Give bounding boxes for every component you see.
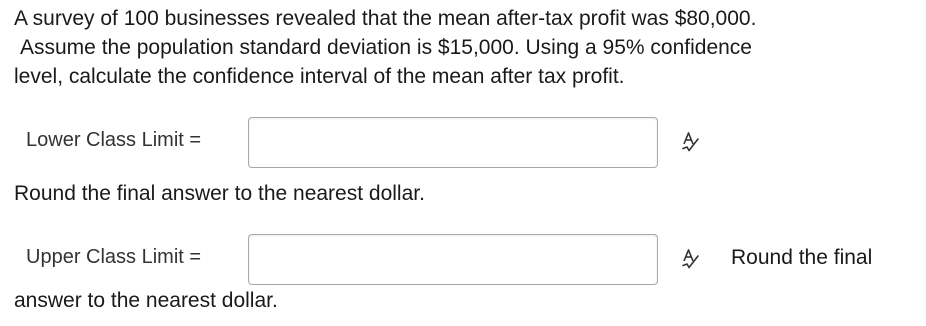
- question-line-2: Assume the population standard deviation is $15,000. Using a 95% confidence: [20, 36, 752, 59]
- math-format-icon[interactable]: [679, 130, 703, 154]
- upper-limit-input[interactable]: [248, 234, 658, 285]
- upper-limit-hint-part-1: Round the final: [731, 246, 873, 269]
- question-text: [14, 4, 914, 91]
- math-format-icon[interactable]: [679, 247, 703, 271]
- upper-limit-hint-part-2: answer to the nearest dollar.: [14, 289, 278, 312]
- upper-limit-label: Upper Class Limit =: [26, 246, 202, 268]
- lower-limit-input[interactable]: [248, 117, 658, 168]
- math-format-icon-glyph: [679, 247, 703, 271]
- question-line-1: A survey of 100 businesses revealed that the mean after-tax profit was $80,000.: [14, 7, 757, 30]
- lower-limit-hint: Round the final answer to the nearest dollar.: [14, 182, 425, 205]
- math-format-icon-glyph: [679, 130, 703, 154]
- question-line-3: level, calculate the confidence interval of the mean after tax profit.: [14, 65, 625, 88]
- lower-limit-label: Lower Class Limit =: [26, 129, 202, 151]
